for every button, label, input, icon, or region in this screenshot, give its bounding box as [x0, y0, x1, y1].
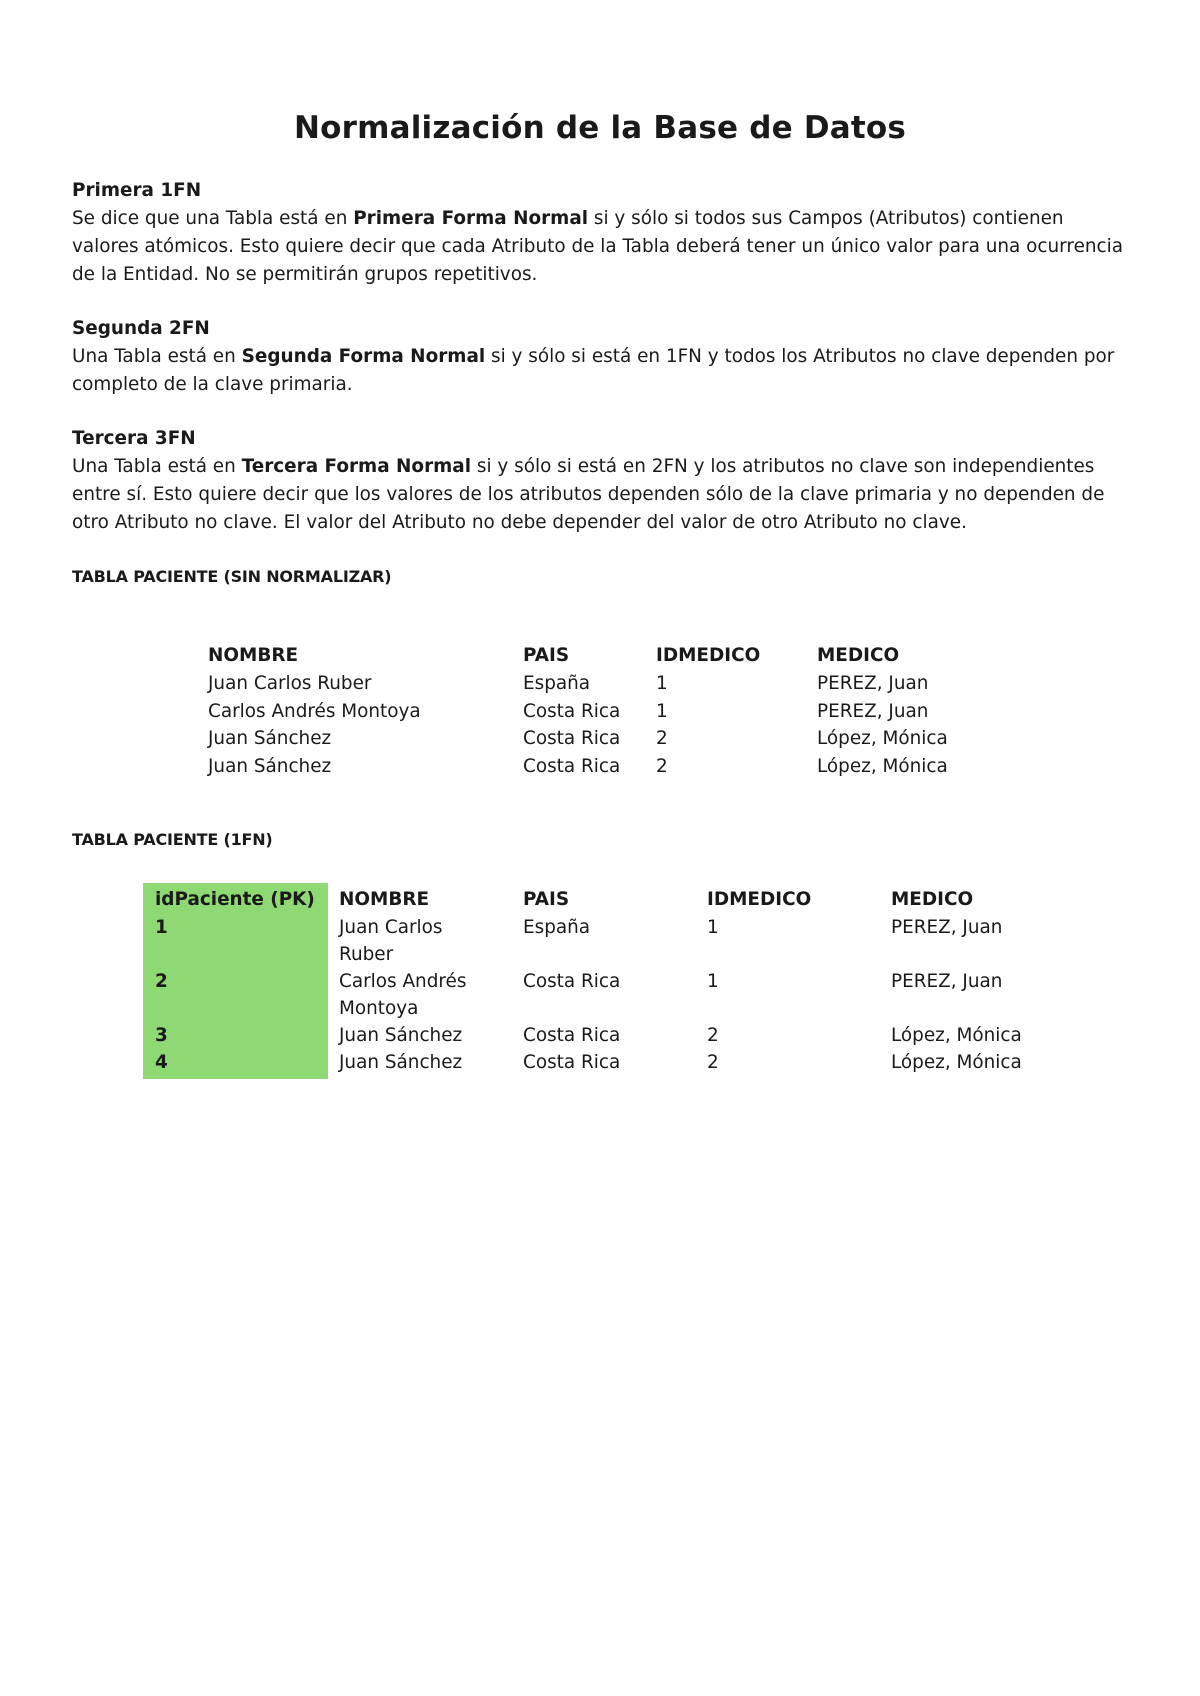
table-cell: Carlos Andrés Montoya: [208, 701, 421, 722]
section-heading: Primera 1FN: [72, 180, 202, 201]
column-header: PAIS: [523, 889, 570, 910]
table-cell: 2: [656, 756, 668, 777]
column-header: MEDICO: [891, 889, 974, 910]
table-cell: López, Mónica: [817, 756, 948, 777]
table-cell: 2: [656, 728, 668, 749]
column-header-pk: idPaciente (PK): [155, 889, 315, 910]
body-bold-term: Primera Forma Normal: [353, 208, 589, 229]
column-header: NOMBRE: [339, 889, 430, 910]
section-body: [72, 343, 1132, 399]
table-caption-unnormalized: TABLA PACIENTE (SIN NORMALIZAR): [72, 567, 392, 586]
body-text: Una Tabla está en: [72, 456, 242, 477]
table-cell: 1: [707, 917, 719, 938]
table-cell: Juan Sánchez: [208, 756, 332, 777]
table-cell: Juan Carlos Ruber: [339, 917, 443, 965]
table-cell: Costa Rica: [523, 1052, 621, 1073]
table-cell: Costa Rica: [523, 728, 621, 749]
body-text: si y sólo si todos sus Campos (Atributos) contienen valores atómicos. Esto quiere decir que cada Atributo de la Tabla deberá tener un único valor para una ocurrencia de la Entidad. No se permitirán grupos repetitivos.: [72, 208, 1124, 285]
table-cell: PEREZ, Juan: [817, 673, 929, 694]
column-header: PAIS: [523, 645, 570, 666]
section-tercera-3fn: [72, 425, 1132, 537]
table-cell: España: [523, 673, 591, 694]
section-primera-1fn: [72, 177, 1132, 289]
table-cell: 2: [707, 1052, 719, 1073]
table-cell: PEREZ, Juan: [817, 701, 929, 722]
pk-cell: 4: [155, 1052, 168, 1073]
table-caption-1fn: TABLA PACIENTE (1FN): [72, 830, 273, 849]
table-cell: 1: [656, 673, 668, 694]
table-cell: 2: [707, 1025, 719, 1046]
table-cell: PEREZ, Juan: [891, 971, 1003, 992]
body-bold-term: Segunda Forma Normal: [241, 346, 486, 367]
column-header: IDMEDICO: [707, 889, 812, 910]
body-text: si y sólo si está en 1FN y todos los Atributos no clave dependen por completo de la clave primaria.: [72, 346, 1115, 395]
table-cell: PEREZ, Juan: [891, 917, 1003, 938]
table-cell: Costa Rica: [523, 701, 621, 722]
pk-cell: 3: [155, 1025, 168, 1046]
table-cell: Costa Rica: [523, 756, 621, 777]
table-cell: Juan Sánchez: [339, 1052, 463, 1073]
table-cell: Juan Carlos Ruber: [208, 673, 372, 694]
page-title: Normalización de la Base de Datos: [293, 110, 907, 146]
table-cell: España: [523, 917, 591, 938]
section-heading: Tercera 3FN: [72, 428, 196, 449]
column-header: MEDICO: [817, 645, 900, 666]
section-body: [72, 205, 1132, 289]
body-bold-term: Tercera Forma Normal: [241, 456, 472, 477]
column-header: IDMEDICO: [656, 645, 761, 666]
body-text: si y sólo si está en 2FN y los atributos no clave son independientes entre sí. Esto quiere decir que los valores de los atributos dependen sólo de la clave primaria y no dependen de otro Atributo no clave. El valor del Atributo no debe depender del valor de otro Atributo no clave.: [72, 456, 1105, 533]
section-segunda-2fn: [72, 315, 1132, 399]
table-cell: Costa Rica: [523, 971, 621, 992]
column-header: NOMBRE: [208, 645, 299, 666]
table-cell: Juan Sánchez: [339, 1025, 463, 1046]
table-cell: López, Mónica: [817, 728, 948, 749]
body-text: Se dice que una Tabla está en: [72, 208, 354, 229]
table-cell: Juan Sánchez: [208, 728, 332, 749]
table-cell: 1: [656, 701, 668, 722]
table-cell: 1: [707, 971, 719, 992]
table-cell: Carlos Andrés Montoya: [339, 971, 467, 1019]
table-cell: Costa Rica: [523, 1025, 621, 1046]
pk-cell: 1: [155, 917, 168, 938]
section-heading: Segunda 2FN: [72, 318, 210, 339]
pk-cell: 2: [155, 971, 168, 992]
table-cell: López, Mónica: [891, 1025, 1022, 1046]
table-cell: López, Mónica: [891, 1052, 1022, 1073]
body-text: Una Tabla está en: [72, 346, 242, 367]
section-body: [72, 453, 1132, 537]
